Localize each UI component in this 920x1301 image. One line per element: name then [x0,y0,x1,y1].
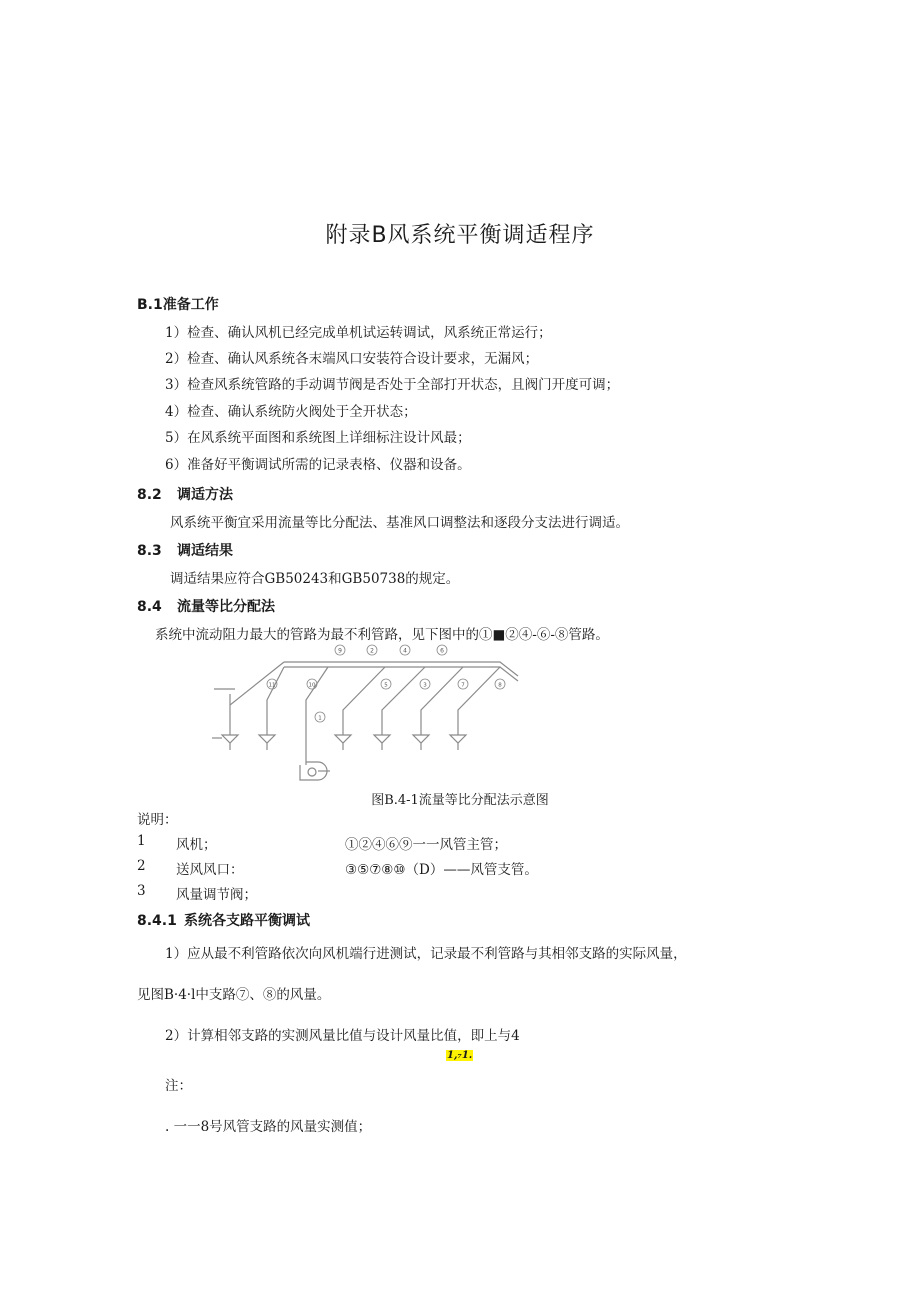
legend-row-1-desc: ①②④⑥⑨一一风管主管； [345,837,507,853]
diffuser-icon-2 [259,735,275,750]
section-841-para-2: 2）计算相邻支路的实测风量比值与设计风量比值，即上与4 [165,1028,520,1044]
main-label-2: 2 [370,647,374,655]
formula-highlight: 1,₇1. [447,1050,473,1061]
branch-duct-6 [458,667,500,735]
legend-row-2-desc: ③⑤⑦⑧⑩（D）——风管支管。 [345,862,538,878]
section-841-heading [137,910,310,930]
main-duct-bottom [284,667,518,681]
main-label-3: 4 [403,647,407,655]
b1-item-6: 6）准备好平衡调试所需的记录表格、仪器和设备。 [165,457,471,473]
page-title: 附录B风系统平衡调适程序 [325,223,595,248]
section-82-title: 调适方法 [177,487,233,503]
branch-label-5: 7 [461,682,465,689]
note-heading: 注： [165,1078,192,1094]
diffuser-icon-1 [212,735,238,750]
section-82-heading [137,484,233,504]
branch-label-6: 8 [498,682,502,689]
duct-system-diagram [200,640,520,785]
branch-labels [267,679,505,722]
section-841-number: 8.4.1 [137,913,177,929]
section-83-text: 调适结果应符合GB50243和GB50738的规定。 [170,571,460,587]
section-841-para-1b: 见图B·4·l中支路⑦、⑧的风量。 [137,987,331,1003]
legend-row-3-no: 3 [137,883,146,899]
section-84-text: 系统中流动阻力最大的管路为最不利管路，见下图中的①■②④-⑥-⑧管路。 [155,627,609,643]
branch-duct-4 [382,667,425,735]
section-83-number: 8.3 [137,543,162,559]
legend-heading: 说明： [137,812,178,828]
legend-row-2-no: 2 [137,858,146,874]
branch-label-4: 3 [423,682,427,689]
legend-row-1-name: 风机； [176,837,217,853]
section-83-title: 调适结果 [177,543,233,559]
branch-label-1: 11 [268,682,276,689]
section-84-number: 8.4 [137,599,162,615]
legend-row-3-name: 风量调节阀； [176,887,257,903]
diffuser-icon-4 [374,735,390,750]
note-line-1: . 一一8号风管支路的风量实测值； [165,1119,372,1135]
b1-item-1: 1）检查、确认风机已经完成单机试运转调试，风系统正常运行； [165,325,552,341]
section-84-heading [137,596,275,616]
diffuser-icon-5 [413,735,429,750]
section-841-para-1: 1）应从最不利管路依次向风机端行进测试，记录最不利管路与其相邻支路的实际风量， [165,946,687,962]
diffuser-icon-3 [335,735,351,750]
section-82-number: 8.2 [137,487,162,503]
b1-item-4: 4）检查、确认系统防火阀处于全开状态； [165,404,417,420]
legend-row-1-no: 1 [137,833,146,849]
branch-duct-left [230,662,284,735]
branch-duct-3 [343,667,385,735]
section-b1-heading: B.1准备工作 [137,297,219,313]
b1-item-2: 2）检查、确认风系统各末端风口安装符合设计要求，无漏风； [165,351,539,367]
fan-icon [300,762,330,780]
riser-label: 1 [318,715,322,722]
diffuser-icon-6 [450,735,466,750]
section-841-title: 系统各支路平衡调试 [184,913,310,929]
legend-row-2-name: 送风风口： [176,862,244,878]
section-84-title: 流量等比分配法 [177,599,275,615]
main-label-1: 9 [338,647,342,655]
branch-label-2: 10 [308,682,316,689]
formula-fragment [446,1043,473,1062]
branch-duct-2 [267,667,284,735]
branch-label-3: 5 [384,682,388,689]
b1-item-3: 3）检查风系统管路的手动调节阀是否处于全部打开状态，且阀门开度可调； [165,377,620,393]
branch-duct-5 [421,667,463,735]
b1-item-5: 5）在风系统平面图和系统图上详细标注设计风最； [165,430,471,446]
figure-caption: 图B.4-1流量等比分配法示意图 [371,793,549,808]
main-duct-labels [335,645,447,655]
main-duct-top [284,662,518,676]
main-label-4: 6 [440,647,444,655]
section-83-heading [137,540,233,560]
section-82-text: 风系统平衡宜采用流量等比分配法、基准风口调整法和逐段分支法进行调适。 [170,515,629,531]
